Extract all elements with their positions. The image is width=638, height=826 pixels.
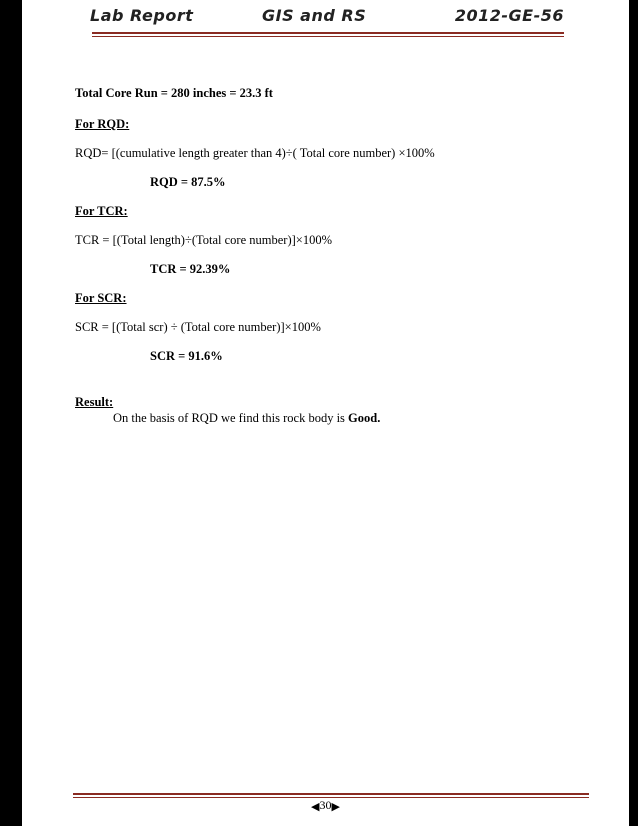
scr-formula: SCR = [(Total scr) ÷ (Total core number)]×100%: [75, 320, 321, 334]
right-arrow-icon: ▶: [331, 800, 340, 813]
left-border: [0, 0, 22, 826]
header-divider: [92, 32, 564, 37]
rqd-formula: RQD= [(cumulative length greater than 4)÷( Total core number) ×100%: [75, 146, 435, 160]
right-border: [629, 0, 638, 826]
total-core-run: Total Core Run = 280 inches = 23.3 ft: [75, 86, 273, 100]
tcr-result: TCR = 92.39%: [150, 262, 231, 276]
document-page: [22, 0, 629, 826]
rqd-result: RQD = 87.5%: [150, 175, 226, 189]
page-footer: [22, 798, 629, 813]
scr-result: SCR = 91.6%: [150, 349, 223, 363]
tcr-heading: For TCR:: [75, 204, 128, 218]
result-heading: Result:: [75, 395, 114, 409]
scr-heading: For SCR:: [75, 291, 127, 305]
result-sentence: On the basis of RQD we find this rock body is: [113, 411, 349, 425]
header-left: Lab Report: [90, 6, 194, 25]
result-emphasis: Good.: [348, 411, 381, 425]
header-right: 2012-GE-56: [454, 6, 564, 25]
page-header: [90, 6, 564, 30]
header-center: GIS and RS: [262, 6, 367, 25]
result-text: [113, 411, 380, 426]
tcr-formula: TCR = [(Total length)÷(Total core number)]×100%: [75, 233, 332, 247]
rqd-heading: For RQD:: [75, 117, 130, 131]
page-number: 30: [319, 798, 332, 812]
left-arrow-icon: ◀: [311, 800, 320, 813]
